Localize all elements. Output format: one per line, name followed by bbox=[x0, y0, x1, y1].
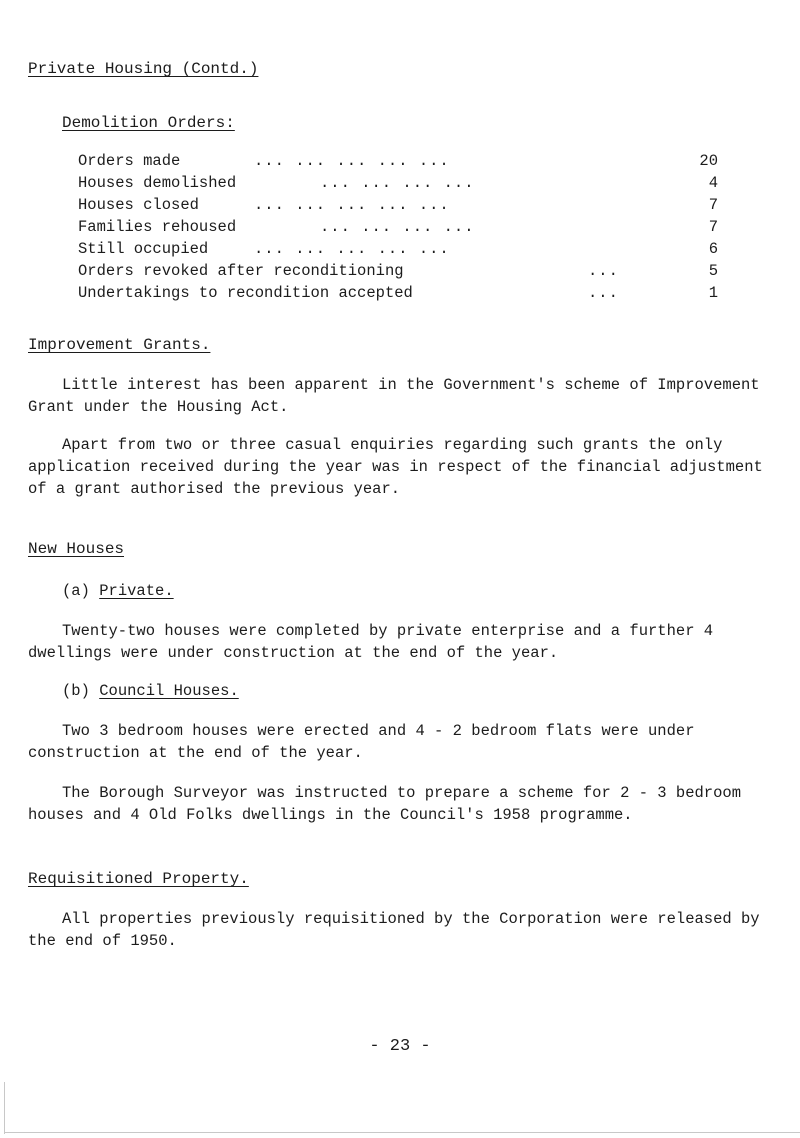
new-houses-heading: New Houses bbox=[28, 540, 125, 558]
subheading-label: Council Houses. bbox=[99, 682, 239, 700]
leader-dots: ... ... ... ... ... bbox=[254, 240, 450, 258]
row-value: 7 bbox=[708, 218, 718, 236]
row-value: 1 bbox=[708, 284, 718, 302]
table-row bbox=[78, 194, 718, 216]
table-row bbox=[78, 216, 718, 238]
row-value: 6 bbox=[708, 240, 718, 258]
row-label: Orders revoked after reconditioning bbox=[78, 262, 404, 280]
leader-dots: ... bbox=[588, 262, 619, 280]
row-value: 4 bbox=[708, 174, 718, 192]
row-label: Families rehoused bbox=[78, 218, 237, 236]
requisitioned-paragraph: All properties previously requisitioned by the Corporation were released by the end of 1950. bbox=[28, 910, 760, 950]
table-row bbox=[78, 172, 718, 194]
page-number: - 23 - bbox=[369, 1037, 431, 1056]
table-row bbox=[78, 238, 718, 260]
table-row bbox=[78, 260, 718, 282]
leader-dots: ... ... ... ... ... bbox=[254, 152, 450, 170]
leader-dots: ... bbox=[588, 284, 619, 302]
page-edge-vertical bbox=[4, 1082, 5, 1134]
table-row bbox=[78, 282, 718, 304]
council-paragraph-2: The Borough Surveyor was instructed to prepare a scheme for 2 - 3 bedroom houses and 4 Old Folks dwellings in the Council's 1958 programme. bbox=[28, 784, 742, 824]
leader-dots: ... ... ... ... bbox=[320, 218, 475, 236]
subheading-marker: (b) bbox=[62, 682, 100, 700]
row-label: Undertakings to recondition accepted bbox=[78, 284, 413, 302]
council-subheading bbox=[62, 680, 239, 702]
improvement-heading: Improvement Grants. bbox=[28, 336, 211, 354]
row-label: Orders made bbox=[78, 152, 181, 170]
subheading-marker: (a) bbox=[62, 582, 100, 600]
row-label: Still occupied bbox=[78, 240, 209, 258]
improvement-paragraph-2: Apart from two or three casual enquiries regarding such grants the only application received during the year was in respect of the financial adjustment of a grant authorised the previous year. bbox=[28, 436, 763, 498]
row-label: Houses demolished bbox=[78, 174, 237, 192]
page-title: Private Housing (Contd.) bbox=[28, 60, 259, 78]
leader-dots: ... ... ... ... bbox=[320, 174, 475, 192]
row-value: 5 bbox=[708, 262, 718, 280]
requisitioned-heading: Requisitioned Property. bbox=[28, 870, 249, 888]
leader-dots: ... ... ... ... ... bbox=[254, 196, 450, 214]
improvement-paragraph-1: Little interest has been apparent in the Government's scheme of Improvement Grant under the Housing Act. bbox=[28, 376, 760, 416]
table-row bbox=[78, 150, 718, 172]
row-value: 7 bbox=[708, 196, 718, 214]
private-paragraph: Twenty-two houses were completed by private enterprise and a further 4 dwellings were under construction at the end of the year. bbox=[28, 622, 714, 662]
subheading-label: Private. bbox=[99, 582, 174, 600]
council-paragraph-1: Two 3 bedroom houses were erected and 4 - 2 bedroom flats were under construction at the end of the year. bbox=[28, 722, 695, 762]
page-edge-horizontal bbox=[4, 1132, 800, 1133]
private-subheading bbox=[62, 580, 174, 602]
demolition-heading: Demolition Orders: bbox=[62, 114, 235, 132]
row-value: 20 bbox=[699, 152, 718, 170]
row-label: Houses closed bbox=[78, 196, 199, 214]
